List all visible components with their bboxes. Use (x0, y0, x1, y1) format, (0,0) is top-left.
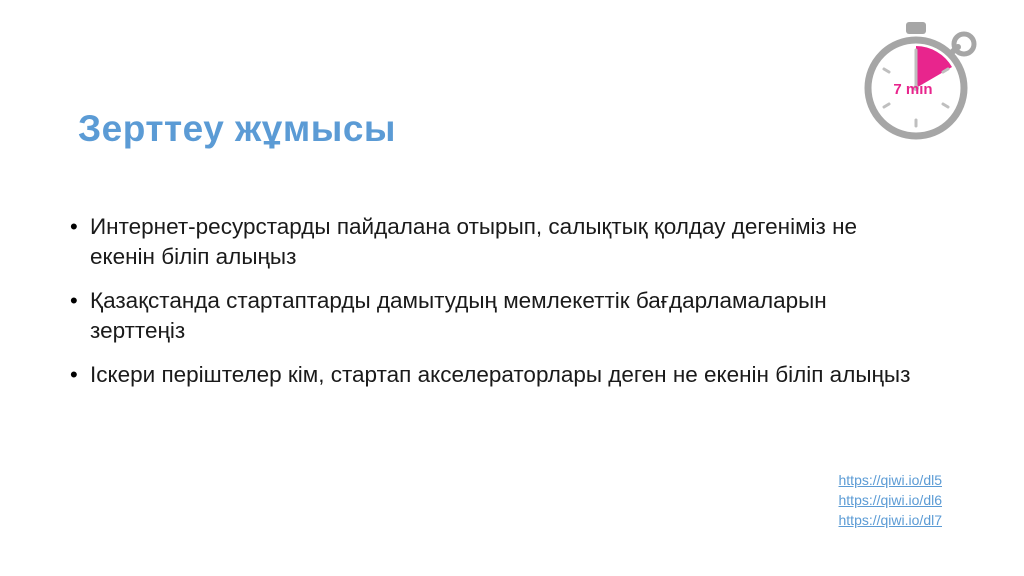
list-item-text: Интернет-ресурстарды пайдалана отырып, салықтық қолдау дегеніміз не екенін біліп алыңыз (90, 214, 858, 269)
list-item (70, 360, 950, 390)
bullet-marker-icon: • (70, 288, 78, 313)
resource-link[interactable]: https://qiwi.io/dl5 (838, 472, 942, 488)
list-item (70, 286, 950, 346)
link-list (839, 470, 943, 530)
list-item (70, 212, 950, 272)
list-item-text: Іскери періштелер кім, стартап акселераторлары деген не екенін біліп алыңыз (90, 362, 911, 387)
list-item-text: Қазақстанда стартаптарды дамытудың мемлекеттік бағдарламаларын зерттеңіз (90, 288, 827, 343)
bullet-marker-icon: • (70, 214, 78, 239)
page-title: Зерттеу жұмысы (78, 108, 397, 149)
bullet-list (70, 212, 950, 404)
bullet-marker-icon: • (70, 362, 78, 387)
resource-link[interactable]: https://qiwi.io/dl6 (838, 492, 942, 508)
resource-link[interactable]: https://qiwi.io/dl7 (838, 512, 942, 528)
stopwatch-icon (846, 16, 986, 146)
timer-label: 7 min (893, 80, 933, 98)
